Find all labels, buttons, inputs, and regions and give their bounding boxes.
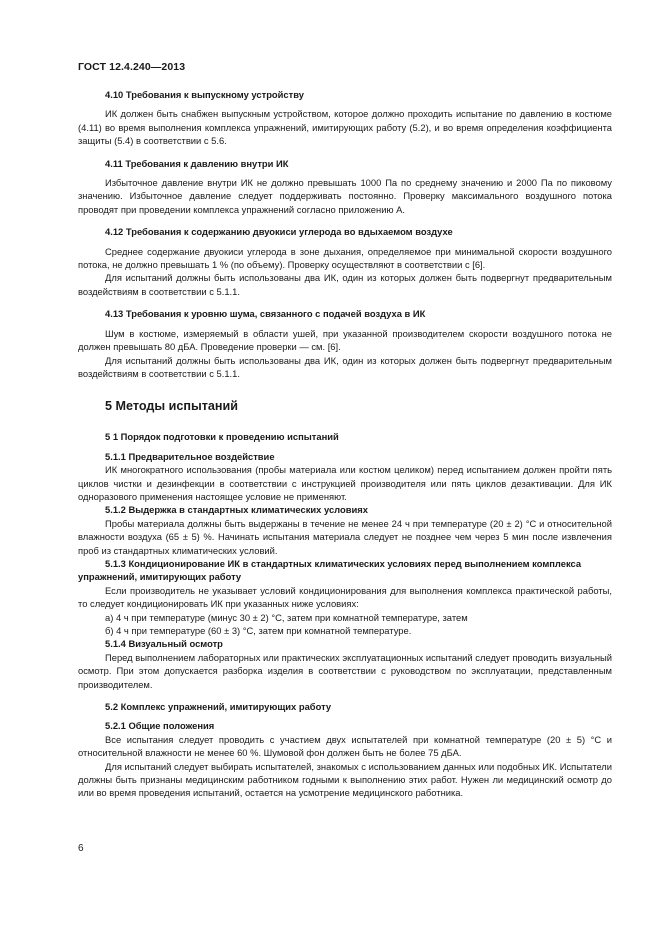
- section-5-heading: 5 Методы испытаний: [105, 399, 238, 414]
- section-4-11-paragraph: Избыточное давление внутри ИК не должно превышать 1000 Па по среднему значению и 2000 Па по пиковому значению. Избыточное давление следует поддерживать постоянно. Проверку максимального воздушного потока проводят при проведении комплекса упражнений согласно приложению А.: [78, 177, 612, 215]
- section-5-1-1-paragraph: ИК многократного использования (пробы материала или костюм целиком) перед испытанием должен пройти пять циклов чистки и дезинфекции в соответствии с инструкцией производителя или пять циклов дезактивации. Для ИК одноразового применения настоящее условие не применяют.: [78, 464, 612, 502]
- section-5-1-2-paragraph: Пробы материала должны быть выдержаны в течение не менее 24 ч при температуре (20 ± 2) °С и относительной влажности воздуха (65 ± 5) %. Начинать испытания материала следует не позднее чем через 5 мин после извлечения проб из стандартных климатических условий.: [78, 517, 612, 556]
- section-5-2-heading: 5.2 Комплекс упражнений, имитирующих работу: [105, 701, 332, 713]
- section-5-1-3-item-b: б) 4 ч при температуре (60 ± 3) °С, затем при комнатной температуре.: [105, 625, 412, 636]
- document-header-code: ГОСТ 12.4.240—2013: [78, 61, 186, 73]
- section-4-13-paragraph-1: Шум в костюме, измеряемый в области ушей, при указанной производителем скорости воздушного потока не должен превышать 80 дБА. Проведение проверки — см. [6].: [78, 327, 612, 353]
- section-4-13-heading: 4.13 Требования к уровню шума, связанного с подачей воздуха в ИК: [105, 308, 426, 320]
- section-5-1-3-paragraph: Если производитель не указывает условий кондиционирования для выполнения комплекса практической работы, то следует кондиционировать ИК при указанных ниже условиях:: [78, 584, 612, 610]
- document-body: [78, 88, 612, 800]
- section-4-12-paragraph-1: Среднее содержание двуокиси углерода в зоне дыхания, определяемое при минимальной скорости воздушного потока, не должно превышать 1 % (по объему). Проверку осуществляют в соответствии с [6].: [78, 245, 612, 271]
- section-5-1-4-heading: 5.1.4 Визуальный осмотр: [105, 638, 223, 650]
- section-4-11-heading: 4.11 Требования к давлению внутри ИК: [105, 157, 289, 169]
- section-5-1-1-heading: 5.1.1 Предварительное воздействие: [105, 450, 275, 462]
- section-4-12-heading: 4.12 Требования к содержанию двуокиси углерода во вдыхаемом воздухе: [105, 226, 453, 238]
- section-4-10-paragraph: ИК должен быть снабжен выпускным устройством, которое должно проходить испытание по давлению в костюме (4.11) во время выполнения комплекса упражнений, имитирующих работу (5.2), и во время определения коэффициента защиты (5.4) в соответствии с 5.6.: [78, 108, 612, 147]
- section-5-1-4-paragraph: Перед выполнением лабораторных или практических эксплуатационных испытаний следует проводить визуальный осмотр. При этом допускается разборка изделия в соответствии с руководством по эксплуатации, представленным производителем.: [78, 651, 612, 690]
- section-5-1-heading: 5 1 Порядок подготовки к проведению испытаний: [105, 431, 339, 443]
- section-5-2-1-paragraph-2: Для испытаний следует выбирать испытателей, знакомых с использованием данных или подобных ИК. Испытатели должны быть признаны медицинским работником годными к выполнению этих работ. Нужен ли медицинский осмотр до или во время проведения испытаний, остается на усмотрение медицинского работника.: [78, 760, 612, 799]
- page-number: 6: [78, 843, 84, 854]
- section-4-10-heading: 4.10 Требования к выпускному устройству: [105, 89, 304, 100]
- section-5-1-3-item-a: а) 4 ч при температуре (минус 30 ± 2) °С, затем при комнатной температуре, затем: [105, 611, 468, 623]
- section-5-2-1-paragraph-1: Все испытания следует проводить с участием двух испытателей при комнатной температуре (20 ± 5) °С и относительной влажности не менее 60 %. Шумовой фон должен быть не более 75 дБА.: [78, 733, 612, 759]
- section-4-12-paragraph-2: Для испытаний должны быть использованы два ИК, один из которых должен быть подвергнут предварительным воздействиям в соответствии с 5.1.1.: [78, 272, 612, 297]
- section-5-2-1-heading: 5.2.1 Общие положения: [105, 720, 215, 732]
- section-4-13-paragraph-2: Для испытаний должны быть использованы два ИК, один из которых должен быть подвергнут предварительным воздействиям в соответствии с 5.1.1.: [78, 354, 612, 379]
- section-5-1-3-heading: 5.1.3 Кондиционирование ИК в стандартных климатических условиях перед выполнением комплекса упражнений, имитирующих работу: [78, 557, 582, 583]
- section-5-1-2-heading: 5.1.2 Выдержка в стандартных климатических условиях: [105, 504, 368, 516]
